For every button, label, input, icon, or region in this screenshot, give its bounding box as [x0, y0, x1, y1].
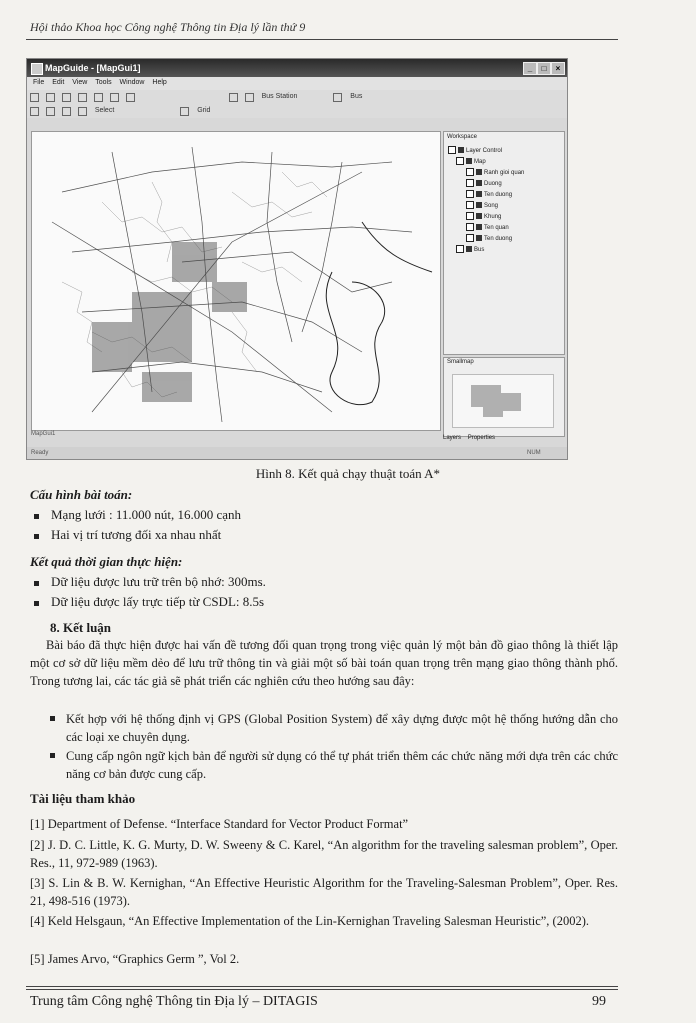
tree-item-label: Layer Control	[466, 148, 503, 154]
checkbox-icon	[456, 245, 464, 253]
tree-item-label: Duong	[484, 181, 502, 187]
footer-rule	[26, 989, 618, 990]
tree-item	[448, 157, 524, 168]
tree-item-label: Ten duong	[484, 192, 513, 198]
checkbox-icon	[466, 190, 474, 198]
paste-icon	[126, 93, 135, 102]
measure-icon	[78, 107, 87, 116]
refresh-icon	[245, 93, 254, 102]
close-icon: ×	[551, 62, 565, 75]
smallmap-view	[452, 374, 554, 428]
smallmap-panel	[443, 357, 565, 437]
page-number: 99	[592, 994, 606, 1009]
results-item	[34, 594, 264, 610]
menu-bar	[27, 77, 567, 90]
layer-icon	[458, 147, 464, 153]
conclusion-bullet: Kết hợp với hệ thống định vị GPS (Global Position System) để xây dựng được một hệ thống hướng dẫn cho các loại xe chuyên dụng.	[66, 712, 618, 744]
reference-item: [3] S. Lin & B. W. Kernighan, “An Effective Heuristic Algorithm for the Traveling-Salesman Problem”, Oper. Res. 21, 498-516 (1973).	[30, 876, 618, 908]
menu-window: Window	[119, 79, 145, 86]
menu-tools: Tools	[95, 79, 112, 86]
zoom-icon	[229, 93, 238, 102]
toolbar-2	[27, 104, 567, 118]
checkbox-icon	[466, 179, 474, 187]
bullet-icon	[34, 581, 39, 586]
pointer-icon	[30, 107, 39, 116]
minimize-icon: _	[523, 62, 537, 75]
status-ready: Ready	[31, 450, 49, 456]
checkbox-icon	[466, 234, 474, 242]
layer-icon	[476, 224, 482, 230]
conclusion-paragraph: Bài báo đã thực hiện được hai vấn đề tương đối quan trọng trong việc quản lý một bản đồ giao thông là thiết lập một cơ sở dữ liệu mềm dẻo để lưu trữ thông tin và giải một số bài toán quan trọng trên mạng giao thông thành phố. Trong tương lai, các tác giả sẽ phát triển các nghiên cứu theo hướng sau đây:	[30, 638, 618, 688]
reference-item: [1] Department of Defense. “Interface Standard for Vector Product Format”	[30, 817, 409, 831]
config-item-text: Mạng lưới : 11.000 nút, 16.000 cạnh	[51, 507, 242, 522]
toolbar-1	[27, 90, 567, 104]
tree-item	[448, 168, 524, 179]
layer-icon	[476, 191, 482, 197]
checkbox-icon	[466, 168, 474, 176]
grid-field: Grid	[197, 107, 211, 114]
cut-icon	[94, 93, 103, 102]
print-icon	[78, 93, 87, 102]
menu-file: File	[33, 79, 45, 86]
route-icon	[333, 93, 342, 102]
tab-layers: Layers	[443, 435, 462, 441]
footer-rule	[26, 986, 618, 987]
window-title: MapGuide - [MapGui1]	[45, 63, 141, 73]
tree-item	[448, 190, 524, 201]
running-header: Hội thảo Khoa học Công nghệ Thông tin Địa lý lần thứ 9	[30, 20, 306, 34]
tree-item	[448, 201, 524, 212]
header-rule	[26, 39, 618, 40]
config-item-text: Hai vị trí tương đối xa nhau nhất	[51, 527, 222, 542]
layer-icon	[476, 180, 482, 186]
smallmap-thumbnail	[453, 375, 553, 427]
results-item-text: Dữ liệu được lưu trữ trên bộ nhớ: 300ms.	[51, 574, 266, 589]
reference-item: [2] J. D. C. Little, K. G. Murty, D. W. Sweeny & C. Karel, “An algorithm for the traveling salesman problem”, Oper. Res., 11, 972-989 (1963).	[30, 838, 618, 870]
save-icon	[62, 93, 71, 102]
tree-item	[448, 179, 524, 190]
layer-icon	[476, 213, 482, 219]
tree-item-label: Song	[484, 203, 499, 209]
layer-icon	[476, 169, 482, 175]
config-heading: Cấu hình bài toán:	[30, 487, 133, 502]
bullet-icon	[34, 601, 39, 606]
config-item	[34, 507, 241, 523]
results-item-text: Dữ liệu được lấy trực tiếp từ CSDL: 8.5s	[51, 594, 265, 609]
layer-icon	[476, 202, 482, 208]
tree-item	[448, 223, 524, 234]
layer-icon	[476, 235, 482, 241]
tree-item	[448, 146, 524, 157]
conclusion-bullet: Cung cấp ngôn ngữ kịch bản để người sử dụng có thể tự phát triển thêm các chức năng mới dựa trên các chức năng cơ bản được cung cấp.	[66, 749, 618, 781]
tree-item-label: Khung	[484, 214, 502, 220]
results-item	[34, 574, 266, 590]
checkbox-icon	[448, 146, 456, 154]
results-heading: Kết quả thời gian thực hiện:	[30, 554, 183, 569]
menu-view: View	[72, 79, 88, 86]
tab-properties: Properties	[467, 435, 496, 441]
maximize-icon: □	[537, 62, 551, 75]
copy-icon	[110, 93, 119, 102]
workspace-panel	[443, 131, 565, 355]
draw-icon	[46, 107, 55, 116]
menu-edit: Edit	[52, 79, 65, 86]
tree-item	[448, 245, 524, 256]
map-canvas	[31, 131, 441, 431]
panel-tabs	[443, 435, 563, 445]
bullet-icon	[34, 514, 39, 519]
footer-organization: Trung tâm Công nghệ Thông tin Địa lý – DITAGIS	[30, 994, 318, 1009]
figure-screenshot	[26, 58, 568, 460]
tree-item	[448, 234, 524, 245]
bullet-icon	[34, 534, 39, 539]
checkbox-icon	[466, 212, 474, 220]
tree-item-label: Map	[474, 159, 486, 165]
new-icon	[30, 93, 39, 102]
config-item	[34, 527, 221, 543]
status-num: NUM	[527, 450, 541, 456]
checkbox-icon	[456, 157, 464, 165]
tree-item-label: Ten duong	[484, 236, 513, 242]
bullet-icon	[50, 753, 55, 758]
tree-item-label: Bus	[474, 247, 485, 253]
layer-icon	[466, 158, 472, 164]
bus-station-field: Bus Station	[261, 93, 298, 100]
reference-item: [5] James Arvo, “Graphics Germ ”, Vol 2.	[30, 952, 240, 966]
window-titlebar	[27, 59, 567, 77]
layer-tree	[448, 146, 524, 256]
menu-help: Help	[152, 79, 167, 86]
document-tab: MapGui1	[31, 431, 56, 437]
bullet-icon	[50, 716, 55, 721]
bus-field: Bus	[350, 93, 363, 100]
figure-caption: Hình 8. Kết quả chạy thuật toán A*	[255, 466, 441, 481]
checkbox-icon	[466, 223, 474, 231]
select-field: Select	[94, 107, 115, 114]
app-icon	[31, 63, 43, 75]
street-network-map	[32, 132, 440, 430]
tree-item-label: Ten quan	[484, 225, 509, 231]
smallmap-title: Smallmap	[447, 359, 474, 365]
tree-item-label: Ranh gioi quan	[484, 170, 525, 176]
tree-item	[448, 212, 524, 223]
open-icon	[46, 93, 55, 102]
reference-item: [4] Keld Helsgaun, “An Effective Implementation of the Lin-Kernighan Traveling Salesman Heuristic”, (2002).	[30, 914, 589, 928]
references-heading: Tài liệu tham khảo	[30, 791, 136, 806]
layer-icon	[466, 246, 472, 252]
pan-icon	[62, 107, 71, 116]
conclusion-heading: 8. Kết luận	[50, 620, 112, 635]
checkbox-icon	[466, 201, 474, 209]
target-icon	[180, 107, 189, 116]
status-bar	[27, 447, 567, 459]
workspace-title: Workspace	[447, 134, 477, 140]
